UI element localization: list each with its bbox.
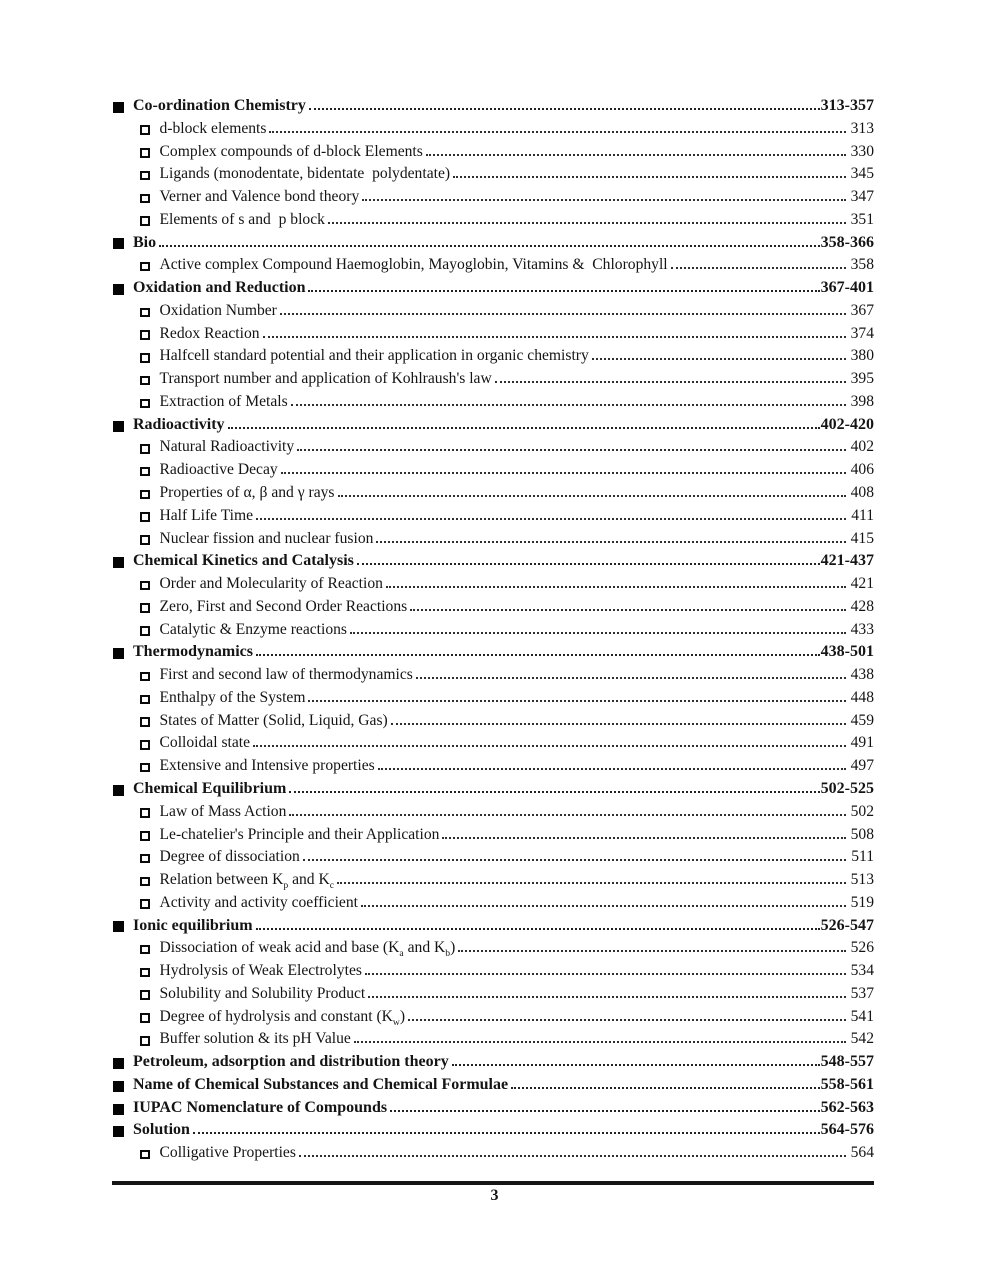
dot-leader: [289, 791, 819, 793]
toc-item-page: 367: [850, 301, 874, 319]
dot-leader: [592, 358, 846, 360]
toc-item-row: [113, 120, 874, 143]
dot-leader: [256, 518, 846, 520]
toc-item-row: [113, 894, 874, 917]
toc-item-label: Properties of α, β and γ rays: [159, 484, 335, 502]
filled-square-bullet-icon: [113, 1126, 124, 1137]
toc-section-page-range: 548-557: [820, 1053, 874, 1071]
toc-section-row: [113, 780, 874, 803]
toc-section-row: [113, 234, 874, 257]
toc-section-page-range: 564-576: [820, 1121, 874, 1139]
toc-item-row: [113, 803, 874, 826]
toc-item-page: 542: [850, 1030, 874, 1048]
dot-leader: [378, 768, 846, 770]
dot-leader: [269, 131, 845, 133]
toc-item-page: 541: [850, 1007, 874, 1025]
toc-item-page: 508: [850, 825, 874, 843]
hollow-square-bullet-icon: [140, 581, 150, 591]
hollow-square-bullet-icon: [140, 1036, 150, 1046]
toc-item-page: 534: [850, 962, 874, 980]
toc-item-page: 345: [850, 165, 874, 183]
toc-item-page: 330: [850, 142, 874, 160]
hollow-square-bullet-icon: [140, 308, 150, 318]
toc-item-label: Activity and activity coefficient: [159, 893, 358, 911]
dot-leader: [357, 563, 820, 565]
toc-section-page-range: 562-563: [820, 1098, 874, 1116]
dot-leader: [280, 313, 846, 315]
dot-leader: [386, 586, 846, 588]
toc-item-label: Catalytic & Enzyme reactions: [159, 620, 347, 638]
hollow-square-bullet-icon: [140, 968, 150, 978]
toc-item-row: [113, 256, 874, 279]
toc-item-page: 374: [850, 324, 874, 342]
hollow-square-bullet-icon: [140, 877, 150, 887]
dot-leader: [511, 1087, 820, 1089]
toc-item-page: 421: [850, 575, 874, 593]
dot-leader: [458, 950, 845, 952]
hollow-square-bullet-icon: [140, 717, 150, 727]
footer-divider: [112, 1181, 874, 1185]
toc-section-title: Radioactivity: [133, 415, 225, 433]
toc-item-label: Order and Molecularity of Reaction: [159, 575, 383, 593]
dot-leader: [442, 837, 845, 839]
dot-leader: [263, 336, 846, 338]
toc-item-page: 395: [850, 370, 874, 388]
toc-item-row: [113, 757, 874, 780]
dot-leader: [350, 632, 846, 634]
hollow-square-bullet-icon: [140, 808, 150, 818]
dot-leader: [328, 222, 846, 224]
toc-item-page: 398: [850, 392, 874, 410]
toc-section-row: [113, 917, 874, 940]
toc-item-label: Redox Reaction: [159, 324, 260, 342]
toc-item-row: [113, 143, 874, 166]
dot-leader: [193, 1132, 820, 1134]
toc-item-label: Law of Mass Action: [159, 802, 287, 820]
toc-item-page: 313: [850, 119, 874, 137]
dot-leader: [308, 700, 845, 702]
toc-section-row: [113, 1099, 874, 1122]
dot-leader: [253, 745, 846, 747]
hollow-square-bullet-icon: [140, 945, 150, 955]
toc-item-label: Degree of hydrolysis and constant $(K_w)$: [159, 1007, 406, 1028]
dot-leader: [376, 541, 845, 543]
toc-section-title: Solution: [133, 1121, 190, 1139]
dot-leader: [390, 1110, 820, 1112]
toc-section-row: [113, 279, 874, 302]
hollow-square-bullet-icon: [140, 467, 150, 477]
toc-item-row: [113, 939, 874, 962]
dot-leader: [337, 882, 846, 884]
hollow-square-bullet-icon: [140, 171, 150, 181]
hollow-square-bullet-icon: [140, 626, 150, 636]
toc-item-page: 406: [850, 461, 874, 479]
toc-section-title: Bio: [133, 233, 157, 251]
toc-item-page: 526: [850, 939, 874, 957]
dot-leader: [308, 290, 819, 292]
toc-item-row: [113, 507, 874, 530]
toc-item-page: 511: [851, 848, 874, 866]
toc-item-label: Halfcell standard potential and their application in organic chemistry: [159, 347, 589, 365]
filled-square-bullet-icon: [113, 557, 124, 568]
toc-item-row: [113, 393, 874, 416]
toc-item-row: [113, 848, 874, 871]
hollow-square-bullet-icon: [140, 535, 150, 545]
toc-item-row: [113, 438, 874, 461]
toc-item-label: Oxidation Number: [159, 301, 277, 319]
toc-item-label: Extensive and Intensive properties: [159, 757, 375, 775]
hollow-square-bullet-icon: [140, 763, 150, 773]
toc-section-page-range: 313-357: [820, 97, 874, 114]
toc-section-title: Petroleum, adsorption and distribution theory: [133, 1053, 449, 1071]
toc-item-label: Verner and Valence bond theory: [159, 188, 360, 206]
hollow-square-bullet-icon: [140, 148, 150, 158]
toc-section-row: [113, 1121, 874, 1144]
toc-section-row: [113, 552, 874, 575]
toc-item-row: [113, 734, 874, 757]
hollow-square-bullet-icon: [140, 854, 150, 864]
hollow-square-bullet-icon: [140, 831, 150, 841]
toc-item-row: [113, 598, 874, 621]
toc-item-page: 459: [850, 711, 874, 729]
toc-item-page: 351: [850, 210, 874, 228]
toc-item-row: [113, 211, 874, 234]
toc-item-label: Enthalpy of the System: [159, 688, 306, 706]
toc-section-title: Chemical Kinetics and Catalysis: [133, 552, 354, 570]
toc-item-label: Radioactive Decay: [159, 461, 278, 479]
hollow-square-bullet-icon: [140, 990, 150, 1000]
dot-leader: [452, 1064, 820, 1066]
toc-item-page: 428: [850, 597, 874, 615]
toc-item-row: [113, 1030, 874, 1053]
hollow-square-bullet-icon: [140, 330, 150, 340]
filled-square-bullet-icon: [113, 421, 124, 432]
filled-square-bullet-icon: [113, 1104, 124, 1115]
hollow-square-bullet-icon: [140, 695, 150, 705]
filled-square-bullet-icon: [113, 284, 124, 295]
toc-item-label: Hydrolysis of Weak Electrolytes: [159, 962, 362, 980]
toc-item-page: 497: [850, 757, 874, 775]
hollow-square-bullet-icon: [140, 444, 150, 454]
toc-item-row: [113, 712, 874, 735]
toc-item-label: States of Matter (Solid, Liquid, Gas): [159, 711, 388, 729]
toc-item-row: [113, 1144, 874, 1167]
toc-item-page: 448: [850, 688, 874, 706]
toc-item-row: [113, 985, 874, 1008]
toc-item-page: 358: [850, 256, 874, 274]
toc-item-label: Le-chatelier's Principle and their Application: [159, 825, 440, 843]
toc-item-row: [113, 530, 874, 553]
toc-item-label: Complex compounds of d-block Elements: [159, 142, 423, 160]
toc-item-page: 491: [850, 734, 874, 752]
toc-section-row: [113, 416, 874, 439]
toc-item-row: [113, 461, 874, 484]
toc-section-row: [113, 1053, 874, 1076]
toc-section-page-range: 526-547: [820, 916, 874, 934]
toc-section-title: Co-ordination Chemistry: [133, 97, 306, 114]
toc-item-label: Colloidal state: [159, 734, 251, 752]
toc-item-row: [113, 666, 874, 689]
dot-leader: [303, 859, 846, 861]
toc-item-label: Buffer solution & its pH Value: [159, 1030, 351, 1048]
toc-item-label: Natural Radioactivity: [159, 438, 295, 456]
toc-item-row: [113, 871, 874, 894]
footer-page-number: 3: [490, 1187, 499, 1204]
toc-item-row: [113, 1008, 874, 1031]
toc-item-label: Ligands (monodentate, bidentate polydentate): [159, 165, 451, 183]
toc-section-row: [113, 1076, 874, 1099]
toc-item-row: [113, 302, 874, 325]
toc-section-page-range: 421-437: [820, 552, 874, 570]
toc-item-page: 402: [850, 438, 874, 456]
dot-leader: [410, 609, 845, 611]
toc-section-row: [113, 97, 874, 120]
hollow-square-bullet-icon: [140, 216, 150, 226]
dot-leader: [256, 654, 820, 656]
hollow-square-bullet-icon: [140, 603, 150, 613]
dot-leader: [256, 928, 820, 930]
toc-item-page: 411: [851, 506, 874, 524]
toc-section-page-range: 402-420: [820, 415, 874, 433]
table-of-contents: [113, 97, 874, 1167]
toc-item-label: Degree of dissociation: [159, 848, 300, 866]
hollow-square-bullet-icon: [140, 1150, 150, 1160]
dot-leader: [361, 905, 846, 907]
toc-item-page: 433: [850, 620, 874, 638]
toc-section-title: Ionic equilibrium: [133, 916, 253, 934]
toc-item-label: Nuclear fission and nuclear fusion: [159, 529, 374, 547]
toc-item-row: [113, 621, 874, 644]
dot-leader: [495, 381, 846, 383]
toc-section-title: Oxidation and Reduction: [133, 279, 306, 297]
toc-item-row: [113, 575, 874, 598]
filled-square-bullet-icon: [113, 1058, 124, 1069]
dot-leader: [368, 996, 845, 998]
toc-item-label: Zero, First and Second Order Reactions: [159, 597, 408, 615]
toc-item-row: [113, 347, 874, 370]
dot-leader: [362, 199, 845, 201]
dot-leader: [408, 1019, 846, 1021]
toc-item-page: 502: [850, 802, 874, 820]
filled-square-bullet-icon: [113, 1081, 124, 1092]
toc-section-title: Chemical Equilibrium: [133, 779, 287, 797]
toc-section-title: Name of Chemical Substances and Chemical Formulae: [133, 1075, 509, 1093]
toc-item-label: Extraction of Metals: [159, 392, 288, 410]
toc-item-page: 564: [850, 1144, 874, 1162]
hollow-square-bullet-icon: [140, 672, 150, 682]
toc-item-label: Dissociation of weak acid and base ($K_a$ and $K_b$): [159, 939, 456, 960]
toc-item-page: 537: [850, 984, 874, 1002]
toc-section-title: IUPAC Nomenclature of Compounds: [133, 1098, 388, 1116]
toc-item-row: [113, 188, 874, 211]
hollow-square-bullet-icon: [140, 1013, 150, 1023]
dot-leader: [391, 723, 846, 725]
toc-section-page-range: 438-501: [820, 643, 874, 661]
dot-leader: [416, 677, 846, 679]
dot-leader: [281, 472, 846, 474]
toc-item-row: [113, 689, 874, 712]
dot-leader: [159, 245, 820, 247]
toc-item-label: Elements of s and p block: [159, 210, 325, 228]
dot-leader: [291, 404, 846, 406]
hollow-square-bullet-icon: [140, 490, 150, 500]
dot-leader: [365, 973, 846, 975]
hollow-square-bullet-icon: [140, 899, 150, 909]
dot-leader: [309, 108, 820, 110]
dot-leader: [289, 814, 845, 816]
toc-item-page: 415: [850, 529, 874, 547]
toc-item-row: [113, 826, 874, 849]
hollow-square-bullet-icon: [140, 262, 150, 272]
toc-item-label: First and second law of thermodynamics: [159, 666, 413, 684]
toc-item-label: Colligative Properties: [159, 1144, 296, 1162]
filled-square-bullet-icon: [113, 238, 124, 249]
filled-square-bullet-icon: [113, 785, 124, 796]
hollow-square-bullet-icon: [140, 740, 150, 750]
toc-item-label: Relation between $K_p$ and $K_c$: [159, 871, 335, 892]
dot-leader: [299, 1155, 846, 1157]
hollow-square-bullet-icon: [140, 353, 150, 363]
toc-section-title: Thermodynamics: [133, 643, 253, 661]
toc-item-label: Solubility and Solubility Product: [159, 984, 366, 1002]
filled-square-bullet-icon: [113, 921, 124, 932]
dot-leader: [338, 495, 846, 497]
toc-item-label: d-block elements: [159, 119, 267, 137]
hollow-square-bullet-icon: [140, 125, 150, 135]
filled-square-bullet-icon: [113, 648, 124, 659]
toc-item-label: Active complex Compound Haemoglobin, Mayoglobin, Vitamins & Chlorophyll: [159, 256, 668, 274]
dot-leader: [354, 1041, 846, 1043]
toc-item-page: 519: [850, 893, 874, 911]
dot-leader: [671, 267, 846, 269]
hollow-square-bullet-icon: [140, 376, 150, 386]
toc-item-row: [113, 325, 874, 348]
filled-square-bullet-icon: [113, 102, 124, 113]
dot-leader: [426, 154, 846, 156]
toc-item-label: Transport number and application of Kohlraush's law: [159, 370, 492, 388]
dot-leader: [297, 449, 845, 451]
hollow-square-bullet-icon: [140, 399, 150, 409]
toc-item-page: 513: [850, 871, 874, 889]
dot-leader: [453, 176, 846, 178]
toc-item-page: 408: [850, 484, 874, 502]
toc-item-page: 438: [850, 666, 874, 684]
toc-section-page-range: 358-366: [820, 233, 874, 251]
toc-item-row: [113, 370, 874, 393]
toc-section-page-range: 502-525: [820, 779, 874, 797]
toc-item-row: [113, 962, 874, 985]
toc-section-page-range: 558-561: [820, 1075, 874, 1093]
toc-item-label: Half Life Time: [159, 506, 254, 524]
hollow-square-bullet-icon: [140, 194, 150, 204]
toc-item-row: [113, 484, 874, 507]
toc-item-page: 347: [850, 188, 874, 206]
toc-item-page: 380: [850, 347, 874, 365]
toc-section-row: [113, 643, 874, 666]
hollow-square-bullet-icon: [140, 512, 150, 522]
dot-leader: [228, 427, 820, 429]
toc-item-row: [113, 165, 874, 188]
toc-section-page-range: 367-401: [820, 279, 874, 297]
